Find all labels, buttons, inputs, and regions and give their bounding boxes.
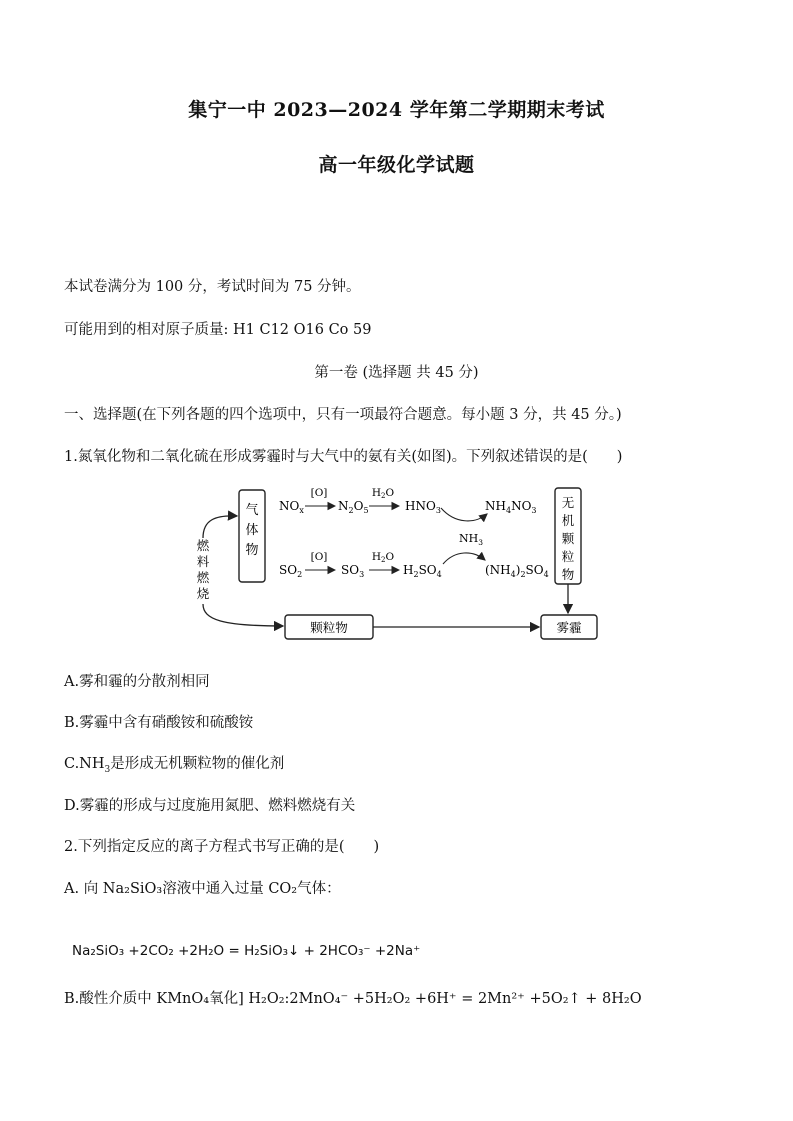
so3-label: $SO_3$ [341, 563, 365, 579]
svg-text:烧: 烧 [196, 586, 210, 601]
atomic-masses: 可能用到的相对原子质量: H1 C12 O16 Co 59 [64, 322, 372, 338]
svg-text:燃: 燃 [196, 570, 210, 585]
water-label-1: H2O [371, 487, 395, 500]
nh4no3-label: $NH_4NO_3$ [485, 499, 537, 515]
score-info: 本试卷满分为 100 分，考试时间为 75 分钟。 [64, 279, 361, 295]
q2-option-b: B.酸性介质中 KMnO₄氧化] H₂O₂:2MnO₄⁻ +5H₂O₂ +6H⁺ = 2Mn²⁺ +5O₂↑ + 8H₂O [64, 991, 642, 1007]
fuel-to-gas-arrow [203, 516, 237, 538]
ammonium-sulfate-label: $(NH_4)_2SO_4$ [485, 563, 549, 579]
q1-option-c-sub: 3 [104, 764, 111, 775]
svg-text:颗粒物: 颗粒物 [310, 620, 348, 635]
fuel-combustion-label: 燃 [196, 538, 210, 553]
water-label-2: H2O [371, 551, 395, 564]
q2-option-a-equation: Na₂SiO₃ +2CO₂ +2H₂O = H₂SiO₃↓ + 2HCO₃⁻ +2Na⁺ [72, 943, 421, 959]
svg-text:料: 料 [196, 554, 210, 569]
fuel-to-particles-arrow [203, 604, 283, 626]
question-2-stem: 2.下列指定反应的离子方程式书写正确的是( ) [64, 839, 380, 855]
gas-box-char-2: 体 [245, 523, 259, 538]
h2so4-label: $H_2SO_4$ [403, 563, 442, 579]
so2-label: $SO_2$ [279, 563, 303, 579]
q1-option-c [64, 752, 284, 775]
q1-option-a: A.雾和霾的分散剂相同 [64, 674, 210, 690]
h2so4-to-ammonium-sulfate-arrow [443, 553, 485, 564]
svg-text:机: 机 [561, 513, 575, 528]
smog-formation-diagram [193, 480, 615, 650]
svg-text:物: 物 [561, 567, 575, 582]
exam-title: 集宁一中 2023—2024 学年第二学期期末考试 [188, 99, 605, 121]
question-1-stem: 1.氮氧化物和二氧化硫在形成雾霾时与大气中的氨有关(如图)。下列叙述错误的是( ) [64, 449, 623, 465]
hno3-label: $HNO_3$ [405, 499, 441, 515]
ammonia-label: $NH_3$ [459, 532, 483, 547]
q2-option-a-text: A. 向 Na₂SiO₃溶液中通入过量 CO₂气体： [64, 881, 341, 897]
oxidant-label-2: [O] [310, 551, 328, 563]
nox-label: $NO_x$ [279, 499, 304, 515]
q1-option-d: D.雾霾的形成与过度施用氮肥、燃料燃烧有关 [64, 798, 356, 814]
gas-box-char-3: 物 [245, 543, 259, 558]
gas-box-char-1: 气 [245, 503, 259, 518]
part-title: 第一卷 (选择题 共 45 分) [314, 365, 479, 381]
svg-text:雾霾: 雾霾 [556, 620, 582, 635]
q1-option-c-suffix: 是形成无机颗粒物的催化剂 [110, 756, 285, 772]
svg-text:颗: 颗 [561, 531, 575, 546]
subject-title: 高一年级化学试题 [318, 154, 475, 176]
svg-text:粒: 粒 [561, 549, 575, 564]
section-heading: 一、选择题(在下列各题的四个选项中，只有一项最符合题意。每小题 3 分，共 45 分。) [64, 407, 622, 423]
q1-option-b: B.雾霾中含有硝酸铵和硫酸铵 [64, 715, 254, 731]
hno3-to-nh4no3-arrow [441, 508, 487, 521]
oxidant-label-1: [O] [310, 487, 328, 499]
svg-text:无: 无 [561, 495, 575, 510]
n2o5-label: $N_2O_5$ [338, 499, 369, 515]
q1-option-c-prefix: C.NH [64, 756, 105, 772]
